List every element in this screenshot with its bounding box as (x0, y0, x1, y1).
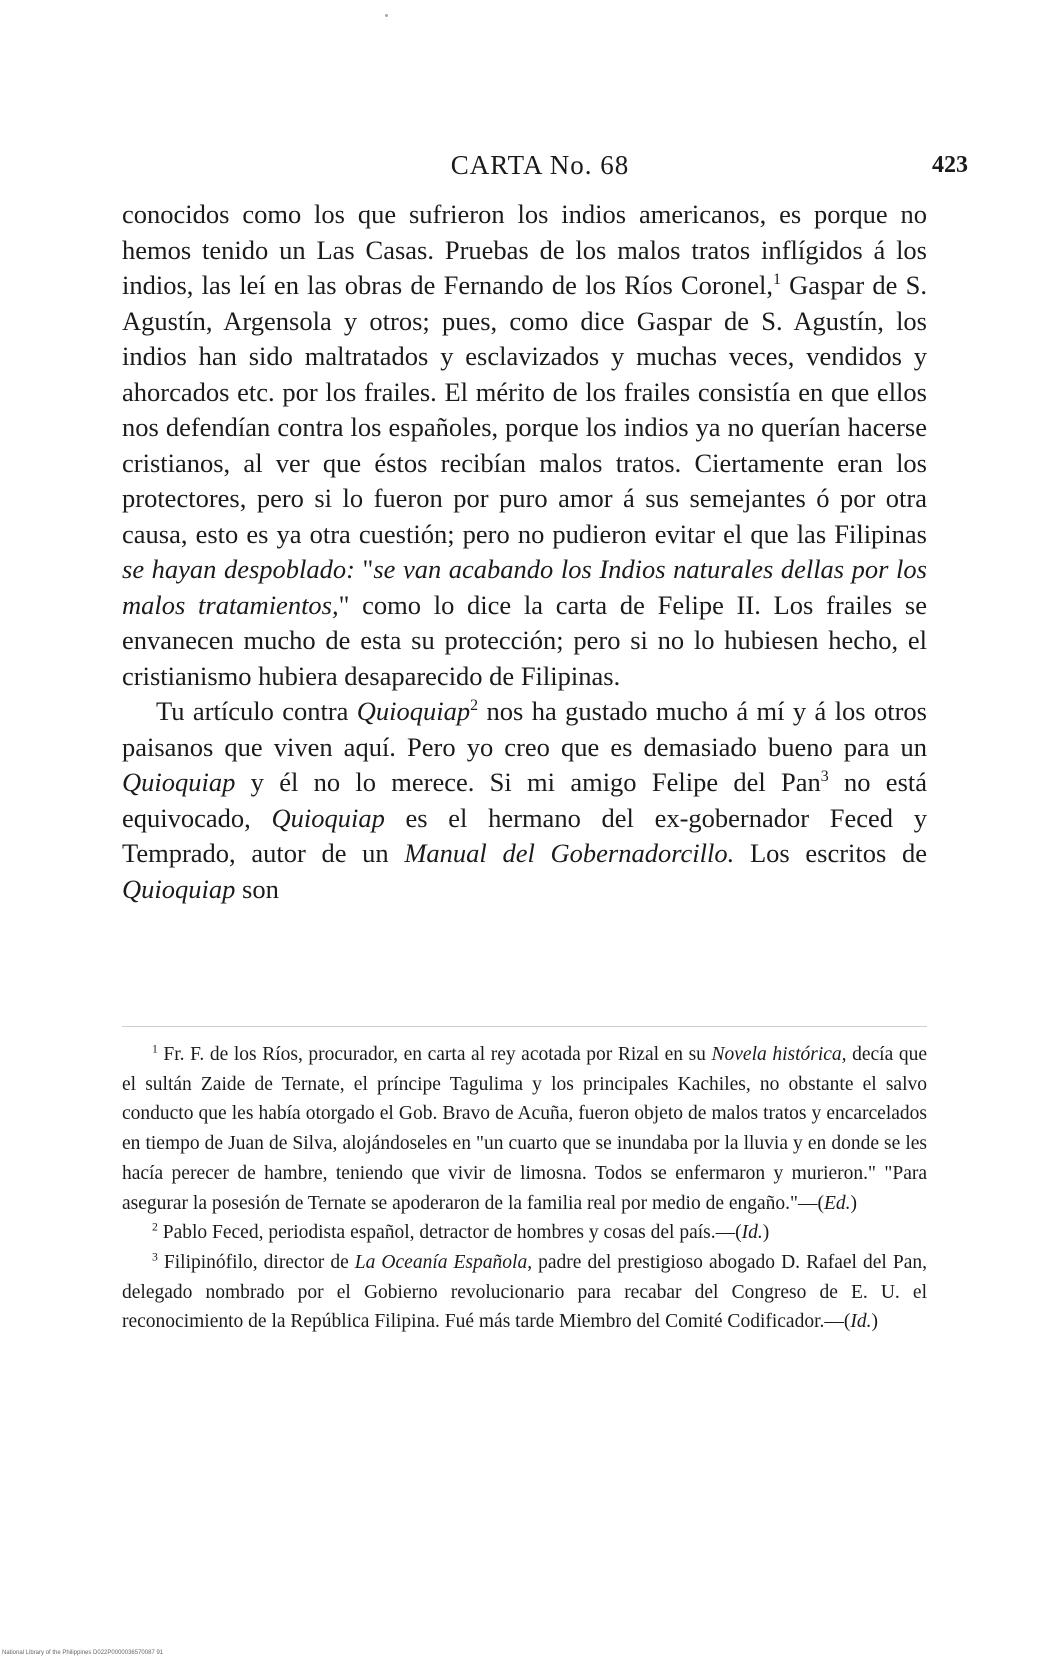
header-title: CARTA No. 68 (450, 150, 630, 180)
footnotes (122, 1040, 927, 1337)
footnote-divider (122, 1026, 927, 1027)
scan-speck (385, 14, 388, 17)
running-header (120, 148, 968, 188)
footnote-ref-2: 2 (470, 697, 479, 715)
footnote-ref-1: 1 (773, 271, 781, 289)
main-text (122, 197, 927, 907)
footnote-1: $^1$ Fr. F. de los Ríos, procurador, en carta al rey acotada por Rizal en su Novela histórica, decía que el sultán Zaide de Ternate, el príncipe Tagulima y los principales Kachiles, no obstante el salvo conducto que les había otorgado el Gob. Bravo de Acuña, fueron objeto de malos tratos y encarcelados en tiempo de Juan de Silva, alojándoseles en "un cuarto que se inundaba por la lluvia y en donde se les hacía perecer de hambre, teniendo que vivir de limosna. Todos se enfermaron y murieron." "Para asegurar la posesión de Ternate se apoderaron de la familia real por medio de engaño."—(Ed.) (122, 1042, 927, 1214)
footnote-ref-3: 3 (820, 768, 829, 786)
paragraph-1: conocidos como los que sufrieron los indios americanos, es porque no hemos tenido un Las Casas. Pruebas de los malos tratos inflígidos á los indios, las leí en las obras de Fernando de los Ríos Coronel,$^1$ Gaspar de S. Agustín, Argensola y otros; pues, como dice Gaspar de S. Agustín, los indios han sido maltratados y esclavizados y muchas veces, vendidos y ahorcados etc. por los frailes. El mérito de los frailes consistía en que ellos nos defendían contra los españoles, porque los indios ya no querían hacerse cristianos, al ver que éstos recibían malos tratos. Ciertamente eran los protectores, pero si lo fueron por puro amor á sus semejantes ó por otra causa, esto es ya otra cuestión; pero no pudieron evitar el que las Filipinas se hayan despoblado: "se van acabando los Indios naturales dellas por los malos tratamientos," como lo dice la carta de Felipe II. Los frailes se envanecen mucho de esta su protección; pero si no lo hubiesen hecho, el cristianismo hubiera desaparecido de Filipinas. (122, 199, 927, 691)
page-number: 423 (932, 152, 968, 178)
paragraph-2: Tu artículo contra Quioquiap$^2$ nos ha gustado mucho á mí y á los otros paisanos que viven aquí. Pero yo creo que es demasiado bueno para un Quioquiap y él no lo merece. Si mi amigo Felipe del Pan$^3$ no está equivocado, Quioquiap es el hermano del ex-gobernador Feced y Temprado, autor de un Manual del Gobernadorcillo. Los escritos de Quioquiap son (122, 696, 928, 904)
footnote-3: $^3$ Filipinófilo, director de La Oceanía Española, padre del prestigioso abogado D. Rafael del Pan, delegado nombrado por el Gobierno revolucionario para recabar del Congreso de E. U. el reconocimiento de la República Filipina. Fué más tarde Miembro del Comité Codificador.—(Id.) (122, 1250, 927, 1333)
scan-credit: National Library of the Philippines D022P0000036570087 91 (2, 1650, 164, 1656)
footnote-2: $^2$ Pablo Feced, periodista español, detractor de hombres y cosas del país.—(Id.) (152, 1220, 770, 1244)
